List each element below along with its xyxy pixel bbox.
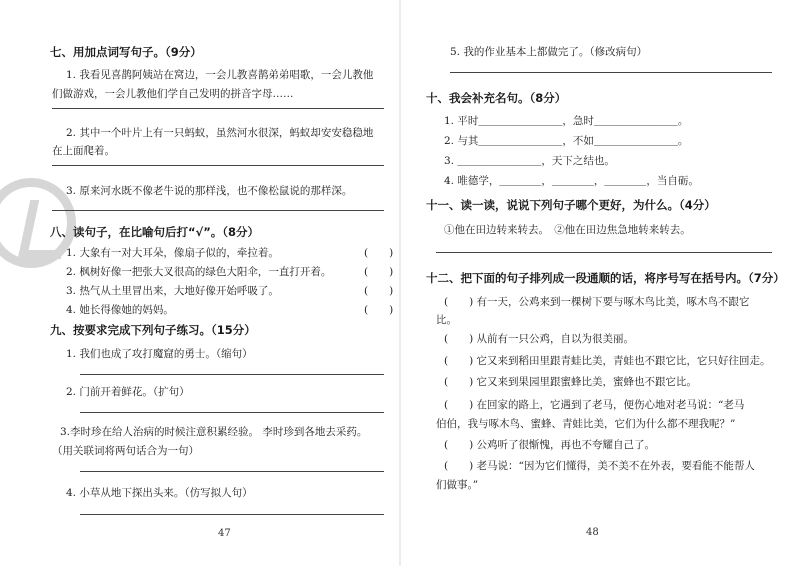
s7-q2-line1: 2. 其中一个叶片上有一只蚂蚁，虽然河水很深，蚂蚁却安安稳稳地 xyxy=(66,127,374,139)
s12-line-9: ( ) 老马说：“因为它们懂得，美不美不在外表，要看能不能帮人 xyxy=(444,460,755,472)
s7-q3: 3. 原来河水既不像老牛说的那样浅，也不像松鼠说的那样深。 xyxy=(66,185,353,197)
s7-q1-line2: 们做游戏，一会儿教他们学自己发明的拼音字母…… xyxy=(52,88,294,100)
s12-line-10: 们做事。” xyxy=(436,479,479,491)
answer-line xyxy=(80,374,384,375)
answer-line xyxy=(52,108,384,109)
s12-line-6: ( ) 在回家的路上，它遇到了老马，便伤心地对老马说：“老马 xyxy=(444,399,745,411)
section-12-title: 十二、把下面的句子排列成一段通顺的话，将序号写在括号内。（7分） xyxy=(426,271,785,285)
s12-line-3: ( ) 从前有一只公鸡，自以为很美丽。 xyxy=(444,333,635,345)
s10-item-4: 4. 唯德学，＿＿＿＿，＿＿＿＿，＿＿＿＿，当自砺。 xyxy=(444,175,699,187)
s8-item-3: 3. 热气从土里冒出来，大地好像开始呼吸了。 xyxy=(66,285,279,297)
page-number-right: 48 xyxy=(586,527,599,538)
answer-line xyxy=(80,412,384,413)
answer-line xyxy=(52,165,384,166)
answer-line xyxy=(436,252,772,253)
answer-line xyxy=(52,210,384,211)
section-9-title: 九、按要求完成下列句子练习。（15分） xyxy=(50,323,256,337)
s12-line-2: 比。 xyxy=(436,314,457,326)
s9-q1: 1. 我们也成了攻打魔窟的勇士。（缩句） xyxy=(66,348,253,360)
right-page xyxy=(400,0,800,566)
s12-line-1: ( ) 有一天，公鸡来到一棵树下要与啄木鸟比美，啄木鸟不跟它 xyxy=(444,296,750,308)
s8-paren-4: ( ) xyxy=(364,304,394,316)
s8-item-1: 1. 大象有一对大耳朵，像扇子似的，牵拉着。 xyxy=(66,247,279,259)
s12-line-4: ( ) 它又来到稻田里跟青蛙比美，青蛙也不跟它比，它只好往回走。 xyxy=(444,355,771,367)
s9-q3-line1: 3.李时珍在给人治病的时候注意积累经验。 李时珍到各地去采药。 xyxy=(60,426,368,438)
answer-line xyxy=(80,514,384,515)
s10-item-3: 3. ＿＿＿＿＿＿＿＿，天下之结也。 xyxy=(444,155,615,167)
s9-q4: 4. 小草从地下探出头来。（仿写拟人句） xyxy=(66,487,253,499)
s8-paren-2: ( ) xyxy=(364,266,394,278)
answer-line xyxy=(80,471,384,472)
s12-line-5: ( ) 它又来到果园里跟蜜蜂比美，蜜蜂也不跟它比。 xyxy=(444,376,698,388)
section-11-title: 十一、读一读，说说下列句子哪个更好，为什么。（4分） xyxy=(426,198,716,212)
s10-item-2: 2. 与其＿＿＿＿＿＿＿＿，不如＿＿＿＿＿＿＿＿。 xyxy=(444,135,689,147)
s10-item-1: 1. 平时＿＿＿＿＿＿＿＿，急时＿＿＿＿＿＿＿＿。 xyxy=(444,115,689,127)
section-7-title: 七、用加点词写句子。（9分） xyxy=(50,45,202,59)
s9-q5: 5. 我的作业基本上都做完了。（修改病句） xyxy=(450,46,648,58)
s11-options: ①他在田边转来转去。 ②他在田边焦急地转来转去。 xyxy=(444,224,691,236)
s8-item-2: 2. 枫树好像一把张大叉很高的绿色大阳伞，一直打开着。 xyxy=(66,266,332,278)
answer-line xyxy=(450,72,772,73)
s12-line-7: 伯伯，我与啄木鸟、蜜蜂、青蛙比美，它们为什么都不理我呢？” xyxy=(436,418,736,430)
s8-paren-3: ( ) xyxy=(364,285,394,297)
page-number-left: 47 xyxy=(218,528,231,539)
section-10-title: 十、我会补充名句。（8分） xyxy=(426,91,567,105)
s7-q2-line2: 在上面爬着。 xyxy=(52,145,115,157)
s8-paren-1: ( ) xyxy=(364,247,394,259)
s9-q3-line2: （用关联词将两句话合为一句） xyxy=(52,445,199,457)
s12-line-8: ( ) 公鸡听了很惭愧，再也不夸耀自己了。 xyxy=(444,439,656,451)
s9-q2: 2. 门前开着鲜花。（扩句） xyxy=(66,386,190,398)
s8-item-4: 4. 她长得像她的妈妈。 xyxy=(66,304,174,316)
s7-q1-line1: 1. 我看见喜鹊阿姨站在窝边，一会儿教喜鹊弟弟唱歌，一会儿教他 xyxy=(66,69,374,81)
section-8-title: 八、读句子，在比喻句后打“√”。（8分） xyxy=(50,225,260,239)
